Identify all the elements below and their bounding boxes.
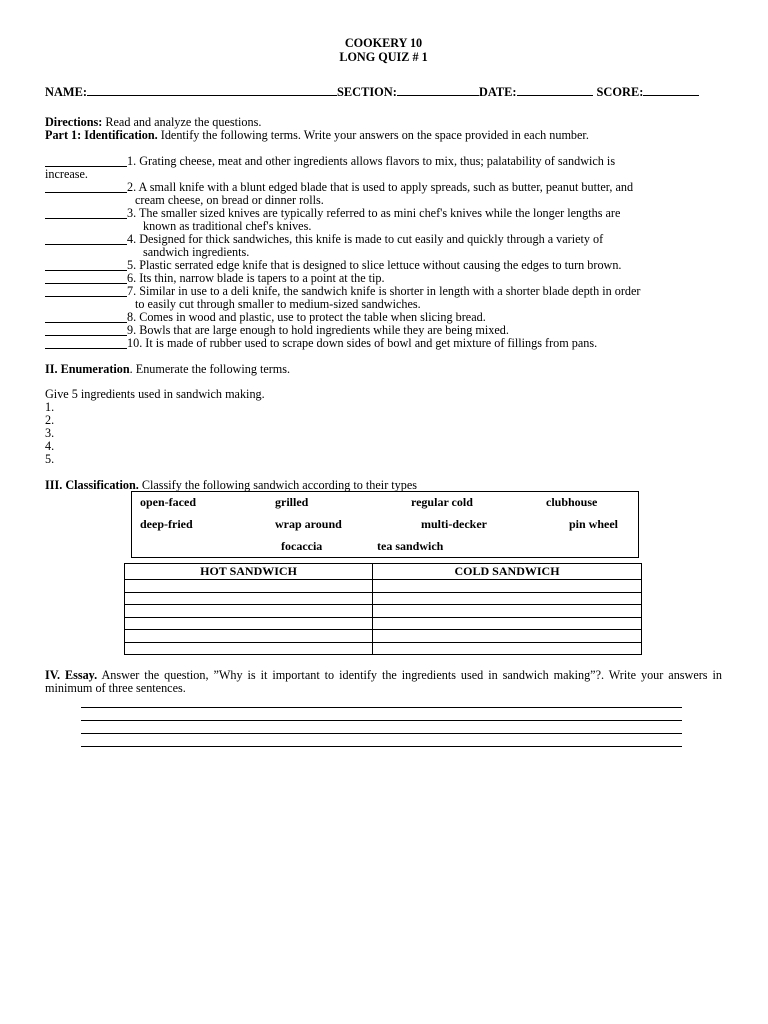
table-header-row <box>125 564 642 580</box>
choice-tea-sandwich: tea sandwich <box>377 539 444 553</box>
cold-cell[interactable] <box>373 605 642 618</box>
question-1-cont: increase. <box>45 167 88 181</box>
question-number: 5. <box>127 258 137 272</box>
question-number: 4. <box>127 232 137 246</box>
choice-regular-cold: regular cold <box>411 495 473 509</box>
answer-blank-1[interactable] <box>45 155 127 167</box>
cold-sandwich-header: COLD SANDWICH <box>373 564 642 580</box>
question-number: 6. <box>127 271 137 285</box>
hot-cell[interactable] <box>125 642 373 655</box>
part4-text: Answer the question, ”Why is it important to identify the ingredients used in sandwich making”?. Write your answers in minimum of three sentences. <box>45 668 722 695</box>
part2-label: II. Enumeration <box>45 362 130 376</box>
part2-prompt: Give 5 ingredients used in sandwich making. <box>45 387 265 401</box>
question-text: A small knife with a blunt edged blade that is used to apply spreads, such as butter, peanut butter, and <box>136 180 634 194</box>
part4-heading <box>45 669 722 695</box>
date-label: DATE: <box>478 85 517 99</box>
answer-blank-10[interactable] <box>45 337 127 349</box>
directions-label: Directions: <box>45 115 103 129</box>
answer-blank-5[interactable] <box>45 259 127 271</box>
question-text: Designed for thick sandwiches, this knife is made to cut easily and quickly through a variety of <box>136 232 604 246</box>
question-7-cont: to easily cut through smaller to medium-sized sandwiches. <box>135 297 421 311</box>
choice-multi-decker: multi-decker <box>421 517 487 531</box>
quiz-page <box>45 36 722 695</box>
question-number: 1. <box>127 154 137 168</box>
part4-label: IV. Essay. <box>45 668 98 682</box>
cold-cell[interactable] <box>373 642 642 655</box>
table-row <box>125 592 642 605</box>
part3-text: Classify the following sandwich according to their types <box>138 478 418 492</box>
cold-cell[interactable] <box>373 580 642 593</box>
question-text: It is made of rubber used to scrape down sides of bowl and get mixture of fillings from pans. <box>142 336 598 350</box>
part1-heading <box>45 129 722 142</box>
section-label: SECTION: <box>336 85 397 99</box>
cold-cell[interactable] <box>373 630 642 643</box>
hot-cell[interactable] <box>125 605 373 618</box>
question-text: The smaller sized knives are typically referred to as mini chef's knives while the longer lengths are <box>136 206 621 220</box>
answer-blank-3[interactable] <box>45 207 127 219</box>
score-label: SCORE: <box>596 85 644 99</box>
table-row <box>125 642 642 655</box>
directions-text: Read and analyze the questions. <box>102 115 262 129</box>
classification-table <box>124 563 642 655</box>
answer-blank-4[interactable] <box>45 233 127 245</box>
question-number: 10. <box>127 336 143 350</box>
cold-cell[interactable] <box>373 617 642 630</box>
question-text: Plastic serrated edge knife that is designed to slice lettuce without causing the edges to turn brown. <box>136 258 622 272</box>
choice-deep-fried: deep-fried <box>140 517 193 531</box>
question-number: 3. <box>127 206 137 220</box>
question-1 <box>45 155 722 168</box>
answer-blank-9[interactable] <box>45 324 127 336</box>
answer-blank-6[interactable] <box>45 272 127 284</box>
sandwich-choices-box <box>131 491 639 558</box>
question-text: Grating cheese, meat and other ingredients allows flavors to mix, thus; palatability of sandwich is <box>136 154 616 168</box>
name-field[interactable] <box>87 84 337 96</box>
identification-list <box>45 155 722 350</box>
hot-cell[interactable] <box>125 630 373 643</box>
enum-item-3[interactable]: 3. <box>45 426 55 440</box>
hot-cell[interactable] <box>125 617 373 630</box>
question-10 <box>45 337 722 350</box>
question-3-cont: known as traditional chef's knives. <box>143 219 312 233</box>
question-2-cont: cream cheese, on bread or dinner rolls. <box>135 193 324 207</box>
part1-label: Part 1: Identification. <box>45 128 158 142</box>
enum-item-2[interactable]: 2. <box>45 413 55 427</box>
part1-text: Identify the following terms. Write your answers on the space provided in each number. <box>157 128 589 142</box>
table-row <box>125 630 642 643</box>
hot-cell[interactable] <box>125 592 373 605</box>
answer-blank-2[interactable] <box>45 181 127 193</box>
question-number: 8. <box>127 310 137 324</box>
part3-label: III. Classification. <box>45 478 139 492</box>
section-field[interactable] <box>397 84 479 96</box>
table-row <box>125 580 642 593</box>
part2-text: . Enumerate the following terms. <box>129 362 291 376</box>
cold-cell[interactable] <box>373 592 642 605</box>
choice-clubhouse: clubhouse <box>546 495 598 509</box>
question-text: Its thin, narrow blade is tapers to a point at the tip. <box>136 271 385 285</box>
question-text: Bowls that are large enough to hold ingredients while they are being mixed. <box>136 323 509 337</box>
quiz-subtitle: LONG QUIZ # 1 <box>339 50 428 64</box>
table-row <box>125 617 642 630</box>
question-number: 2. <box>127 180 137 194</box>
question-text: Comes in wood and plastic, use to protect the table when slicing bread. <box>136 310 486 324</box>
enum-item-5[interactable]: 5. <box>45 452 55 466</box>
question-text: Similar in use to a deli knife, the sandwich knife is shorter in length with a shorter blade depth in order <box>136 284 641 298</box>
question-number: 9. <box>127 323 137 337</box>
essay-line-3[interactable] <box>81 733 682 734</box>
answer-blank-8[interactable] <box>45 311 127 323</box>
name-label: NAME: <box>45 85 87 99</box>
quiz-title: COOKERY 10 <box>344 36 423 50</box>
essay-line-2[interactable] <box>81 720 682 721</box>
score-field[interactable] <box>643 84 699 96</box>
hot-cell[interactable] <box>125 580 373 593</box>
answer-blank-7[interactable] <box>45 285 127 297</box>
choice-wrap-around: wrap around <box>275 517 342 531</box>
essay-line-4[interactable] <box>81 746 682 747</box>
choice-pin-wheel: pin wheel <box>569 517 619 531</box>
enum-item-1[interactable]: 1. <box>45 400 55 414</box>
choice-focaccia: focaccia <box>281 539 323 553</box>
question-number: 7. <box>127 284 137 298</box>
choice-grilled: grilled <box>275 495 309 509</box>
hot-sandwich-header: HOT SANDWICH <box>125 564 373 580</box>
student-info-row <box>45 84 722 100</box>
question-4-cont: sandwich ingredients. <box>143 245 250 259</box>
essay-line-1[interactable] <box>81 707 682 708</box>
table-row <box>125 605 642 618</box>
date-field[interactable] <box>517 84 593 96</box>
choice-open-faced: open-faced <box>140 495 196 509</box>
enum-item-4[interactable]: 4. <box>45 439 55 453</box>
part2-heading <box>45 363 722 376</box>
